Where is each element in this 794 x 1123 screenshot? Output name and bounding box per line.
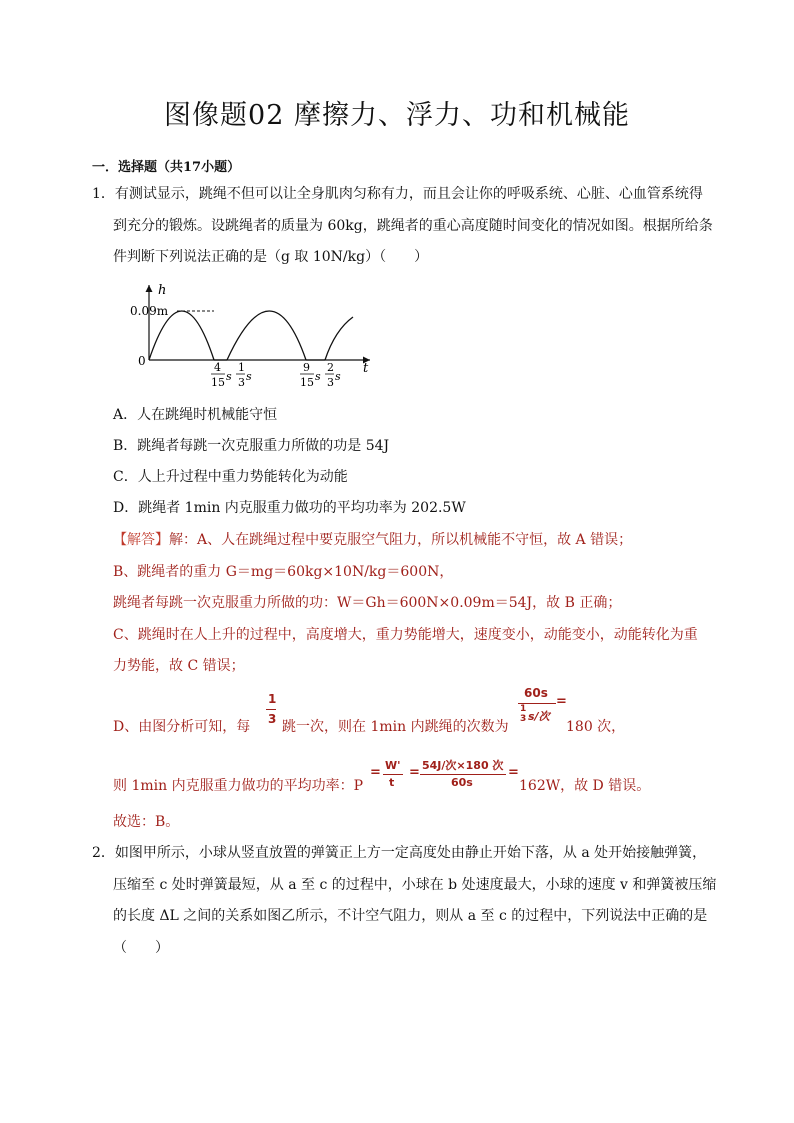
svg-text:9: 9 (303, 361, 310, 374)
svg-text:2: 2 (327, 361, 334, 374)
answer-d-prefix: D、由图分析可知，每 (113, 719, 251, 735)
q2-line-2: 压缩至 c 处时弹簧最短，从 a 至 c 的过程中，小球在 b 处速度最大，小球的速度 v 和弹簧被压缩 (113, 877, 717, 893)
answer-line-1 (113, 530, 632, 550)
svg-text:4: 4 (214, 361, 221, 374)
p-frac-den: 60s (451, 776, 473, 789)
x-tick-4-15 (211, 361, 232, 389)
answer-choose: 故选：B。 (113, 814, 180, 830)
d-count-result: 180 次， (566, 719, 626, 735)
p-frac-num: 54J/次×180 次 (422, 759, 504, 772)
p-w-bar (383, 774, 403, 775)
q1-line-2: 到充分的锻炼。设跳绳者的质量为 60kg，跳绳者的重心高度随时间变化的情况如图。根据所给条 (113, 218, 713, 234)
d-count-den-num: 1 (520, 704, 527, 714)
q1-option-d: D．跳绳者 1min 内克服重力做功的平均功率为 202.5W (113, 500, 466, 516)
answer-b: B、跳绳者的重力 G＝mg＝60kg×10N/kg＝600N， (113, 564, 454, 580)
d-count-num: 60s (524, 686, 548, 700)
y-tick-label: 0.09m (130, 304, 169, 318)
x-axis-label: t (363, 361, 369, 376)
q1-line-1: 1．有测试显示，跳绳不但可以让全身肌肉匀称有力，而且会让你的呼吸系统、心脏、心血管系统得 (92, 186, 703, 202)
d-frac-num: 1 (268, 692, 277, 706)
q2-line-1: 2．如图甲所示，小球从竖直放置的弹簧正上方一定高度处由静止开始下落，从 a 处开始接触弹簧， (92, 845, 707, 861)
jump-curve-2 (227, 311, 306, 360)
p-frac-bar (420, 774, 506, 775)
origin-label: 0 (138, 354, 146, 368)
svg-text:15: 15 (300, 376, 314, 389)
jump-curve-1 (149, 311, 214, 360)
p-eq-2: = (409, 765, 420, 780)
x-tick-9-15 (300, 361, 321, 389)
svg-text:s: s (246, 370, 252, 383)
svg-text:3: 3 (238, 376, 245, 389)
d-frac-den: 3 (268, 712, 277, 726)
q1-option-b: B．跳绳者每跳一次克服重力所做的功是 54J (113, 438, 390, 454)
d-count-eq: = (556, 694, 567, 709)
answer-d-mid: 跳一次，则在 1min 内跳绳的次数为 (282, 719, 509, 735)
section-heading: 一．选择题（共17小题） (92, 160, 241, 175)
svg-text:15: 15 (211, 376, 225, 389)
q1-line-3: 件判断下列说法正确的是（g 取 10N/kg）（ ） (113, 249, 429, 265)
q1-option-c: C．人上升过程中重力势能转化为动能 (113, 469, 348, 485)
p-w-num: W' (385, 759, 401, 772)
x-tick-2-3 (325, 361, 341, 389)
q2-line-4: （ ） (113, 940, 169, 956)
answer-a: 解：A、人在跳绳过程中要克服空气阻力，所以机械能不守恒，故 A 错误； (169, 532, 633, 548)
d-count-den-den: 3 (520, 714, 527, 724)
height-time-graph (130, 280, 380, 392)
x-tick-1-3 (236, 361, 252, 389)
svg-text:1: 1 (238, 361, 245, 374)
answer-p-prefix: 则 1min 内克服重力做功的平均功率：P (113, 778, 363, 794)
d-count-den-unit: s/次 (528, 710, 550, 723)
q1-option-a: A．人在跳绳时机械能守恒 (113, 407, 278, 423)
y-axis-label: h (158, 283, 167, 298)
svg-text:3: 3 (327, 376, 334, 389)
answer-tag: 【解答】 (113, 532, 169, 548)
p-eq-1: = (370, 765, 381, 780)
page-title: 图像题02 摩擦力、浮力、功和机械能 (164, 100, 630, 131)
svg-text:s: s (226, 370, 232, 383)
p-eq-3: = (508, 765, 519, 780)
jump-curve-3 (325, 317, 353, 360)
svg-text:s: s (315, 370, 321, 383)
q2-line-3: 的长度 ΔL 之间的关系如图乙所示，不计空气阻力，则从 a 至 c 的过程中，下列说法中正确的是 (113, 908, 708, 924)
answer-c-cont: 力势能，故 C 错误； (113, 658, 245, 674)
p-w-den: t (389, 776, 395, 789)
d-frac-bar (266, 709, 276, 710)
answer-b-work: 跳绳者每跳一次克服重力所做的功：W＝Gh＝600N×0.09m＝54J，故 B 正确； (113, 595, 622, 611)
answer-c: C、跳绳时在人上升的过程中，高度增大，重力势能增大，速度变小，动能变小，动能转化为重 (113, 627, 698, 643)
p-result: 162W，故 D 错误。 (519, 778, 651, 794)
svg-text:s: s (335, 370, 341, 383)
